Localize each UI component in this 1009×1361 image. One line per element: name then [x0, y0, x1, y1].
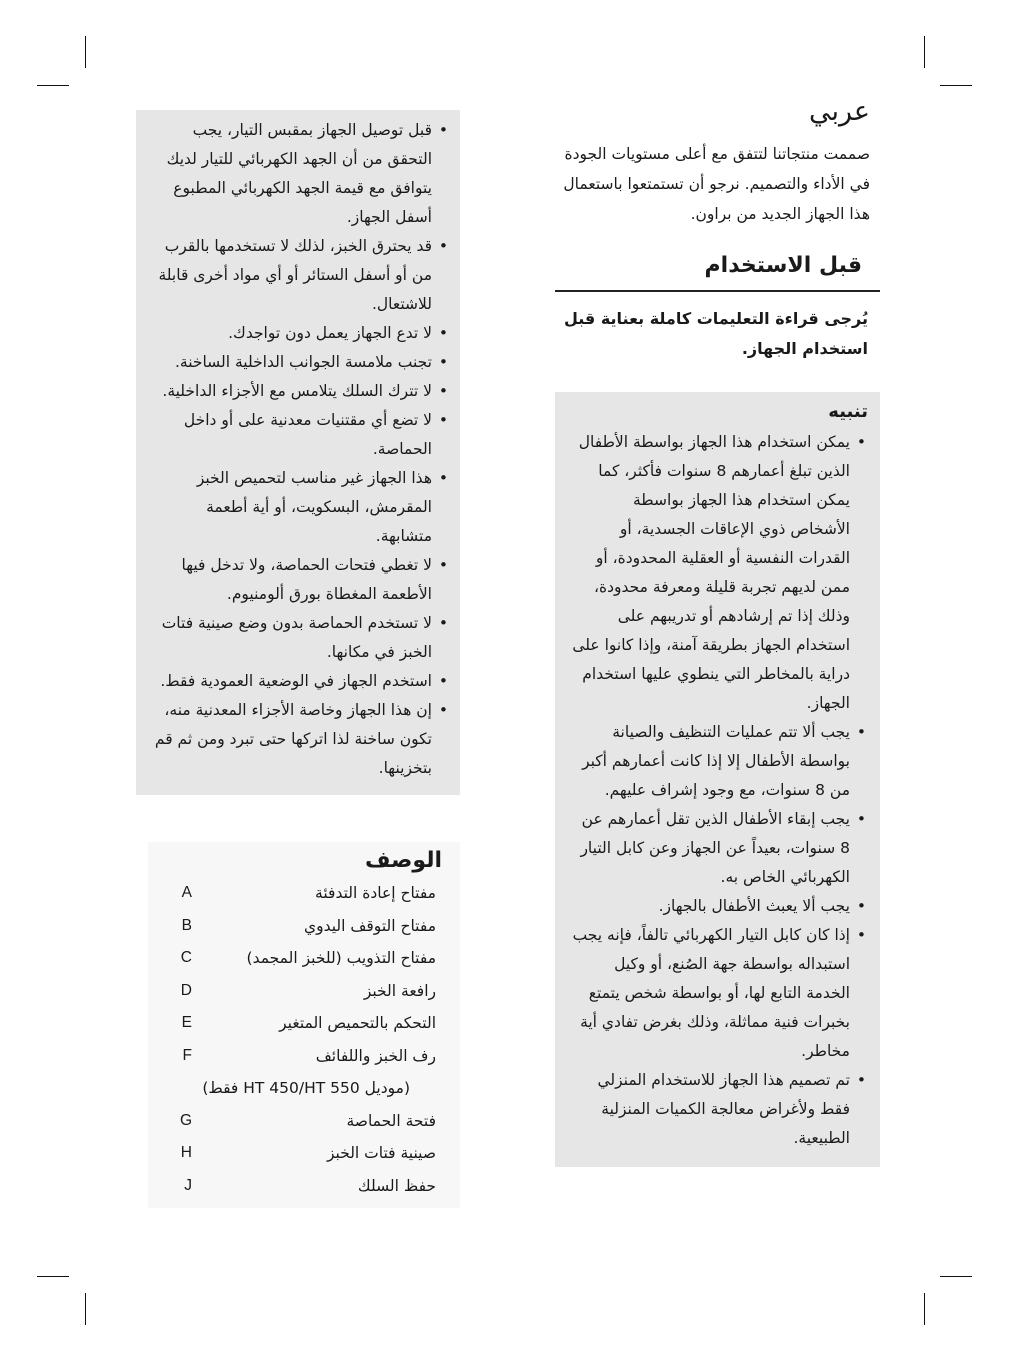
description-item	[166, 975, 442, 1008]
description-text: رافعة الخبز	[363, 981, 436, 1000]
list-item: • تم تصميم هذا الجهاز للاستخدام المنزلي فقط ولأغراض معالجة الكميات المنزلية الطبيعية.	[569, 1066, 868, 1153]
description-text: صينية فتات الخبز	[326, 1144, 436, 1162]
description-section	[148, 842, 460, 1208]
crop-mark	[37, 1276, 69, 1277]
intro-paragraph: صممت منتجاتنا لتتفق مع أعلى مستويات الجودة في الأداء والتصميم. نرجو أن تستمتعوا باستعمال هذا الجهاز الجديد من براون.	[563, 145, 870, 223]
list-item: • استخدم الجهاز في الوضعية العمودية فقط.	[154, 667, 450, 696]
description-text: رف الخبز واللفائف	[315, 1046, 436, 1065]
description-text: التحكم بالتحميص المتغير	[279, 1014, 436, 1032]
crop-mark	[924, 1293, 925, 1325]
crop-mark	[85, 36, 86, 68]
list-item: • إن هذا الجهاز وخاصة الأجزاء المعدنية منه، تكون ساخنة لذا اتركها حتى تبرد ومن ثم قم بتخزينها.	[154, 696, 450, 783]
description-letter: B	[181, 916, 192, 934]
description-text: مفتاح إعادة التدفئة	[315, 884, 436, 902]
crop-mark	[940, 1276, 972, 1277]
description-item	[166, 942, 442, 975]
crop-mark	[37, 85, 69, 86]
list-item: • يجب ألا يعبث الأطفال بالجهاز.	[569, 892, 868, 921]
list-item: • هذا الجهاز غير مناسب لتحميص الخبز المقرمش، البسكويت، أو أية أطعمة متشابهة.	[154, 464, 450, 551]
description-text: فتحة الحماصة	[346, 1111, 436, 1130]
list-item: • يجب ألا تتم عمليات التنظيف والصيانة بواسطة الأطفال إلا إذا كانت أعمارهم أكبر من 8 سنوات، مع وجود إشراف عليهم.	[569, 718, 868, 805]
description-letter: H	[180, 1144, 192, 1161]
list-item: • لا تستخدم الحماصة بدون وضع صينية فتات الخبز في مكانها.	[154, 609, 450, 667]
list-item: • يجب إبقاء الأطفال الذين تقل أعمارهم عن 8 سنوات، بعيداً عن الجهاز وعن كابل التيار الكهربائي الخاص به.	[569, 805, 868, 892]
read-instructions-notice: يُرجى قراءة التعليمات كاملة بعناية قبل استخدام الجهاز.	[555, 290, 880, 378]
description-letter: G	[179, 1111, 192, 1129]
list-item: • لا تغطي فتحات الحماصة، ولا تدخل فيها الأطعمة المغطاة بورق ألومنيوم.	[154, 551, 450, 609]
safety-warnings-box	[136, 110, 460, 795]
description-item	[166, 877, 442, 910]
list-item: • يمكن استخدام هذا الجهاز بواسطة الأطفال الذين تبلغ أعمارهم 8 سنوات فأكثر، كما يمكن استخدام هذا الجهاز بواسطة الأشخاص ذوي الإعاقات الجسدية، أو القدرات النفسية أو العقلية المحدودة، أو ممن لديهم تجربة قليلة ومعرفة محدودة، وذلك إذا تم إرشادهم أو تدريبهم على استخدام الجهاز بطريقة آمنة، وإذا كانوا على دراية بالمخاطر التي ينطوي عليها استخدام الجهاز.	[569, 428, 868, 718]
crop-mark	[940, 85, 972, 86]
list-item: • تجنب ملامسة الجوانب الداخلية الساخنة.	[154, 348, 450, 377]
description-text: مفتاح التذويب (للخبز المجمد)	[246, 949, 436, 967]
description-text: مفتاح التوقف اليدوي	[303, 916, 436, 935]
crop-mark	[924, 36, 925, 68]
caution-list	[569, 428, 868, 1153]
description-item	[166, 910, 442, 943]
description-letter: E	[181, 1014, 192, 1031]
warnings-list	[154, 116, 450, 783]
description-letter: C	[180, 949, 192, 966]
list-item: • قبل توصيل الجهاز بمقبس التيار، يجب التحقق من أن الجهد الكهربائي للتيار لديك يتوافق مع قيمة الجهد الكهربائي المطبوع أسفل الجهاز.	[154, 116, 450, 232]
description-letter: A	[181, 884, 192, 901]
caution-title: تنبيه	[828, 401, 868, 422]
description-item	[166, 1170, 442, 1203]
section-title: قبل الاستخدام	[704, 253, 862, 278]
description-item	[166, 1137, 442, 1170]
list-item: • لا تضع أي مقتنيات معدنية على أو داخل الحماصة.	[154, 406, 450, 464]
description-title: الوصف	[364, 848, 442, 873]
list-item: • قد يحترق الخبز، لذلك لا تستخدمها بالقرب من أو أسفل الستائر أو أي مواد أخرى قابلة للاشتعال.	[154, 232, 450, 319]
language-title: عربي	[808, 96, 870, 127]
right-column	[555, 96, 880, 1167]
model-note: (موديل HT 450/HT 550 فقط)	[202, 1079, 410, 1097]
description-letter: D	[180, 981, 192, 999]
description-letter: J	[184, 1176, 192, 1194]
description-item	[166, 1040, 442, 1073]
description-letter: F	[182, 1046, 192, 1064]
list-item: • إذا كان كابل التيار الكهربائي تالفاً، فإنه يجب استبداله بواسطة جهة الصُنع، أو وكيل الخدمة التابع لها، أو بواسطة شخص يتمتع بخبرات فنية مماثلة، وذلك بغرض تفادي أية مخاطر.	[569, 921, 868, 1066]
list-item: • لا تدع الجهاز يعمل دون تواجدك.	[154, 319, 450, 348]
description-text: حفظ السلك	[357, 1176, 436, 1195]
caution-box	[555, 392, 880, 1167]
description-item	[166, 1007, 442, 1040]
crop-mark	[85, 1293, 86, 1325]
description-item	[166, 1105, 442, 1138]
list-item: • لا تترك السلك يتلامس مع الأجزاء الداخلية.	[154, 377, 450, 406]
